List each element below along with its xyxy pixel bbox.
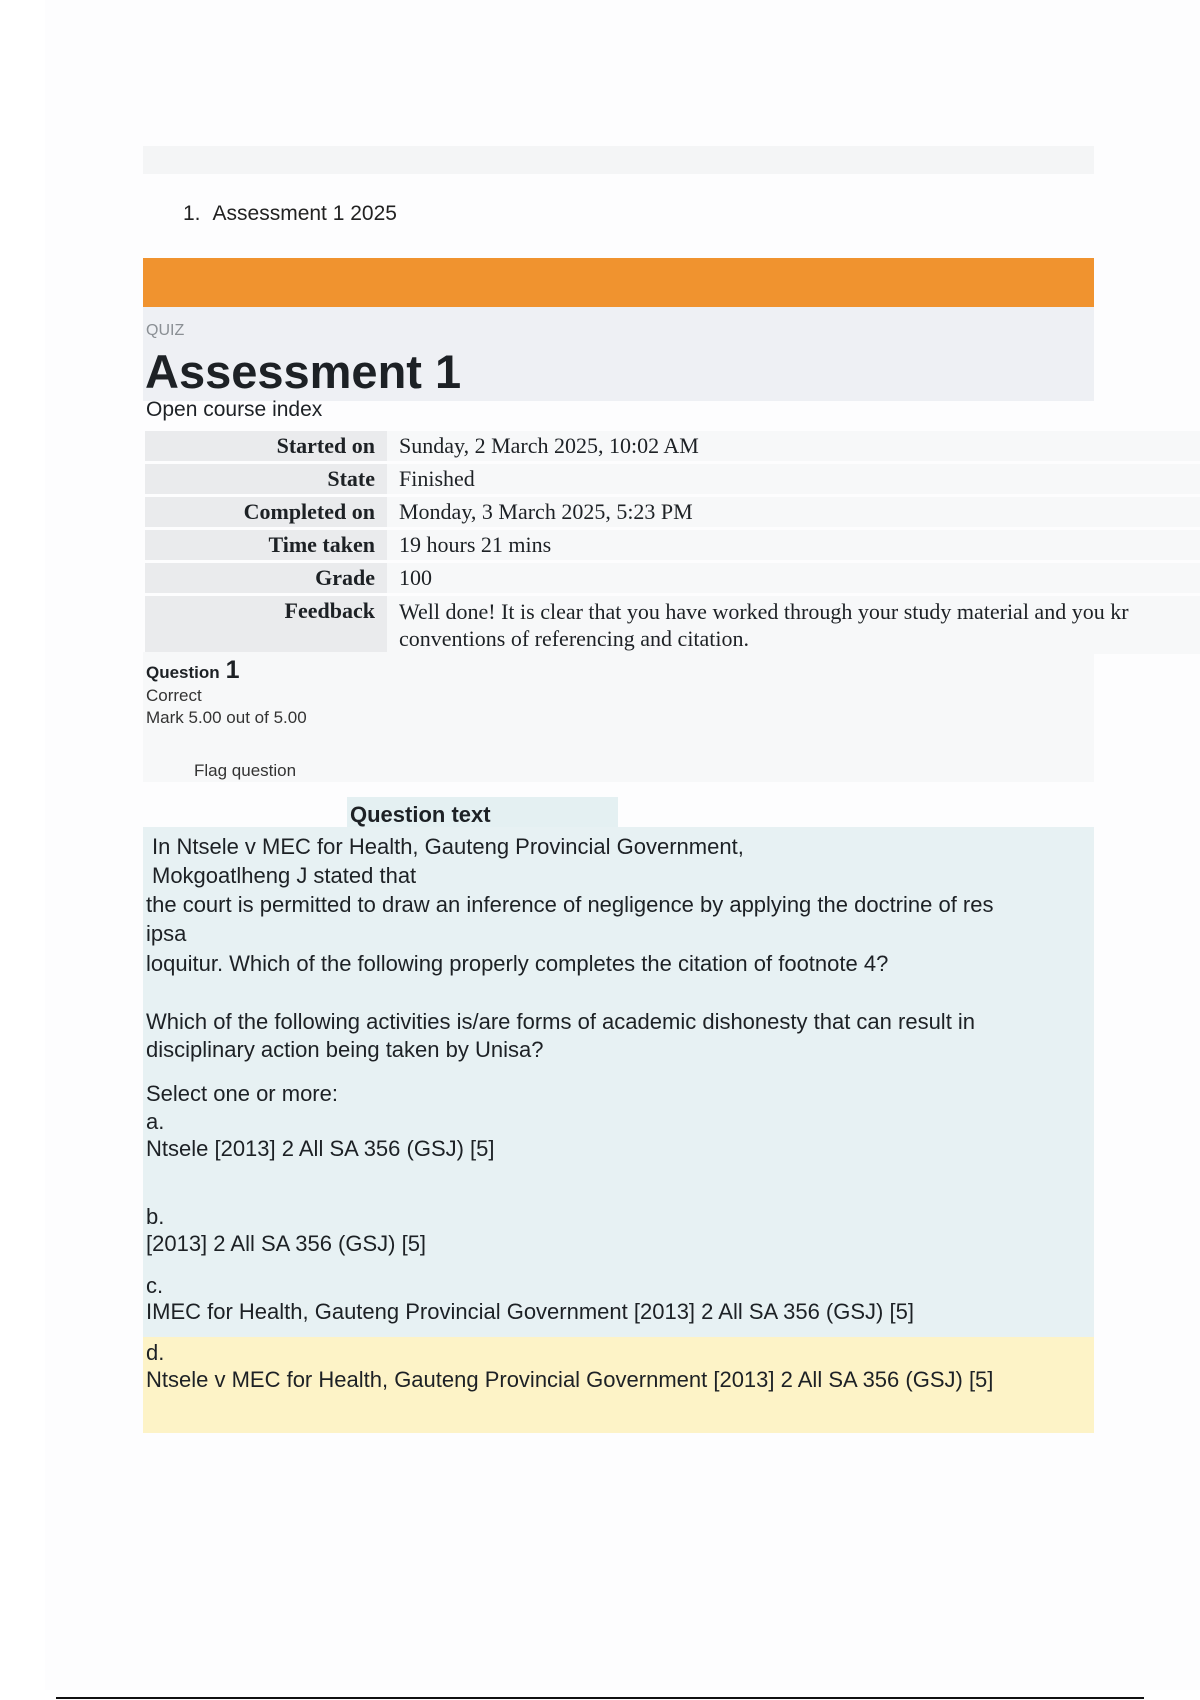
breadcrumb-item-assessment[interactable]: Assessment 1 2025 bbox=[212, 202, 397, 225]
state-label: State bbox=[145, 464, 387, 494]
option-c-letter[interactable]: c. bbox=[146, 1273, 164, 1298]
question-text-line: the court is permitted to draw an inference of negligence by applying the doctrine of res bbox=[146, 892, 994, 917]
feedback-line: conventions of referencing and citation. bbox=[399, 626, 750, 651]
option-d-letter[interactable]: d. bbox=[146, 1340, 165, 1365]
question-text-line: Mokgoatlheng J stated that bbox=[152, 863, 417, 888]
time-taken-value: 19 hours 21 mins bbox=[387, 530, 1200, 560]
grade-value: 100 bbox=[387, 563, 1200, 593]
state-value: Finished bbox=[387, 464, 1200, 494]
summary-row-feedback bbox=[145, 596, 1200, 654]
feedback-line: Well done! It is clear that you have worked through your study material and you kr bbox=[399, 599, 1129, 624]
question-text-heading: Question text bbox=[350, 802, 491, 827]
time-taken-label: Time taken bbox=[145, 530, 387, 560]
summary-row-grade bbox=[145, 563, 1200, 593]
summary-row-time bbox=[145, 530, 1200, 560]
question-label bbox=[146, 656, 240, 685]
option-b-text[interactable]: [2013] 2 All SA 356 (GSJ) [5] bbox=[146, 1231, 427, 1256]
breadcrumb bbox=[183, 202, 397, 226]
top-strip bbox=[143, 146, 1094, 174]
question-text-line: loquitur. Which of the following properly completes the citation of footnote 4? bbox=[146, 951, 889, 976]
summary-row-state bbox=[145, 464, 1200, 494]
summary-row-started bbox=[145, 431, 1200, 461]
breadcrumb-number: 1. bbox=[183, 202, 201, 225]
question-mark: Mark 5.00 out of 5.00 bbox=[146, 708, 307, 727]
question-number: 1 bbox=[225, 656, 240, 684]
question-text-line: disciplinary action being taken by Unisa? bbox=[146, 1037, 544, 1062]
page-title: Assessment 1 bbox=[145, 345, 462, 398]
started-on-value: Sunday, 2 March 2025, 10:02 AM bbox=[387, 431, 1200, 461]
option-d-text[interactable]: Ntsele v MEC for Health, Gauteng Provincial Government [2013] 2 All SA 356 (GSJ) [5] bbox=[146, 1367, 994, 1392]
feedback-label: Feedback bbox=[145, 596, 387, 654]
attempt-summary-table bbox=[145, 428, 1200, 657]
started-on-label: Started on bbox=[145, 431, 387, 461]
accent-bar bbox=[143, 258, 1094, 307]
question-text-line: In Ntsele v MEC for Health, Gauteng Provincial Government, bbox=[152, 834, 744, 859]
completed-on-value: Monday, 3 March 2025, 5:23 PM bbox=[387, 497, 1200, 527]
option-b-letter[interactable]: b. bbox=[146, 1204, 165, 1229]
option-a-text[interactable]: Ntsele [2013] 2 All SA 356 (GSJ) [5] bbox=[146, 1136, 495, 1161]
flag-question-link[interactable]: Flag question bbox=[194, 761, 297, 780]
question-label-text: Question bbox=[146, 663, 220, 682]
footer-divider bbox=[56, 1697, 1144, 1699]
option-c-text[interactable]: IMEC for Health, Gauteng Provincial Government [2013] 2 All SA 356 (GSJ) [5] bbox=[146, 1299, 914, 1324]
completed-on-label: Completed on bbox=[145, 497, 387, 527]
summary-row-completed bbox=[145, 497, 1200, 527]
grade-label: Grade bbox=[145, 563, 387, 593]
feedback-value bbox=[387, 596, 1200, 654]
question-text-line: Which of the following activities is/are forms of academic dishonesty that can result in bbox=[146, 1009, 976, 1034]
open-course-index-link[interactable]: Open course index bbox=[146, 398, 323, 421]
activity-type-label: QUIZ bbox=[146, 322, 185, 339]
select-prompt: Select one or more: bbox=[146, 1081, 338, 1106]
option-a-letter[interactable]: a. bbox=[146, 1109, 165, 1134]
question-text-line: ipsa bbox=[146, 921, 187, 946]
question-status: Correct bbox=[146, 686, 202, 705]
